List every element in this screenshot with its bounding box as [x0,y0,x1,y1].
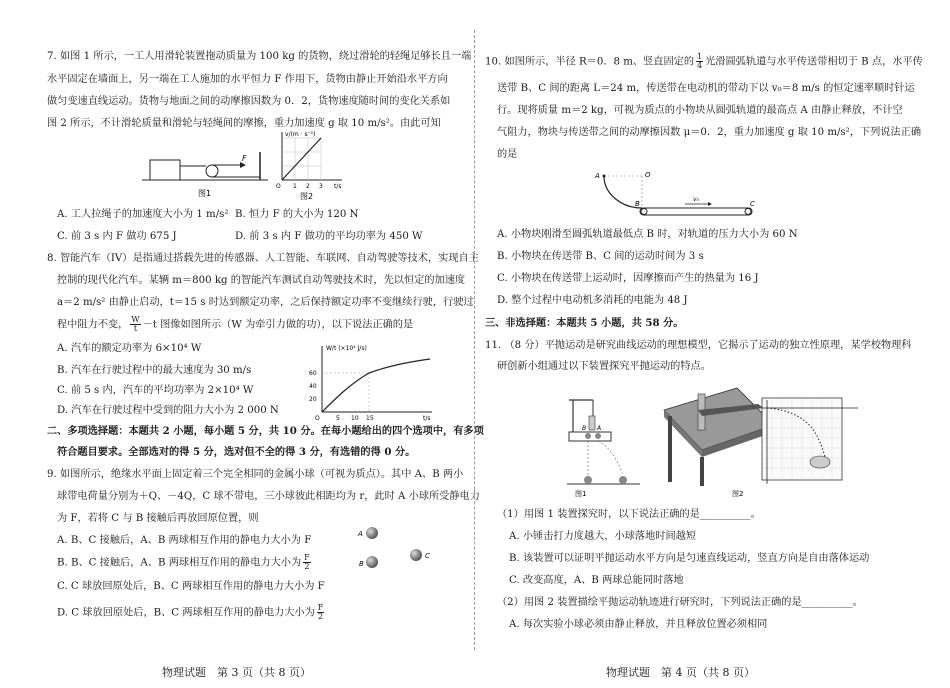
label-a: A [595,172,600,180]
ball-a [366,527,378,539]
q7-option-d: D. 前 3 s 内 F 做功的平均功率为 450 W [235,231,423,242]
q7-line-1: 7. 如图 1 所示，一工人用滑轮装置拖动质量为 100 kg 的货物，绕过滑轮的轻绳足够长且一端 [47,51,472,62]
force-f-label: F [242,154,247,163]
q11-sub2: （2）用图 2 装置描绘平抛运动轨迹进行研究时，下列说法正确的是__________。 [497,597,863,608]
frac-num: W [131,315,140,324]
q8-option-c: C. 前 5 s 内，汽车的平均功率为 2×10⁴ W [57,385,254,396]
q7-tick: 2 [306,183,310,190]
section-2-heading-1: 二、多项选择题：本题共 2 小题，每小题 5 分，共 10 分。在每小题给出的四个选项中，有多项 [47,425,484,437]
belt-roller-c [745,209,751,215]
q10-figure [590,168,760,220]
label-v0: v₀ [693,196,699,203]
q11-sub1-option-a: A. 小锤击打力度越大，小球落地时间越短 [509,531,697,542]
q9-option-c: C. C 球放回原处后，B、C 两球相互作用的静电力大小为 F [57,581,325,592]
q7-fig2-caption: 图2 [300,192,314,201]
q10-option-c: C. 小物块在传送带上运动时，因摩擦而产生的热量为 16 J [497,273,759,284]
ball-a-label: A [358,530,363,538]
q7-line-2: 水平固定在墙面上，另一端在工人施加的水平恒力 F 作用下，货物由静止开始沿水平方向 [47,74,448,85]
f-over-2-fraction [317,604,325,621]
q8-line-1: 8. 智能汽车（IV）是指通过搭载先进的传感器、人工智能、车联网、自动驾驶等技术，实现自主 [47,253,479,264]
q8-option-a: A. 汽车的额定功率为 6×10⁴ W [57,343,202,354]
q11-figure-2 [662,380,872,500]
ball-a-small [595,433,601,439]
q11-sub1-option-b: B. 该装置可以证明平抛运动水平方向是匀速直线运动，竖直方向是自由落体运动 [509,553,870,564]
point-a [603,175,606,178]
q8-tick-y: 40 [309,383,317,390]
q8-axis-x: t/s [423,415,431,422]
q9-option-a: A. B、C 接触后，A、B 两球相互作用的静电力大小为 F [57,535,312,546]
frac-num: F [317,603,324,612]
q9-option-d [57,604,326,621]
q9-line-3: 为 F，若将 C 与 B 接触后再放回原位置，则 [57,513,259,524]
q7-axis-y: v/(m · s⁻¹) [285,131,316,138]
belt-roller-b [641,209,647,215]
q7-line-4: 图 2 所示，不计滑轮质量和滑轮与轻绳间的摩擦，重力加速度 g 取 10 m/s²。由此可知 [47,118,441,129]
ball-a-landing [619,476,627,484]
frac-num: F [304,553,310,562]
one-quarter-fraction [696,53,703,70]
ball-c-label: C [425,552,430,560]
ball-b-small [585,433,591,439]
label-o: O [645,171,651,179]
conveyor-belt [640,208,752,215]
f-over-2-fraction [303,554,311,571]
q10-line-4: 气阻力，物块与传送带之间的动摩擦因数 μ＝0．2，重力加速度 g 取 10 m/s²，下列说法正确 [497,127,922,138]
section-2-heading-2: 符合题目要求。全部选对的得 5 分，选对但不全的得 3 分，有选错的得 0 分。 [57,446,416,458]
ball-b-landing [584,476,592,484]
q7-tick: 3 [319,183,323,190]
q10-option-d: D. 整个过程中电动机多消耗的电能为 48 J [497,295,688,306]
q11-line-1: 11. （8 分）平抛运动是研究曲线运动的理想模型，它揭示了运动的独立性原理，某学校物理科 [485,340,912,351]
q8-tick-x: 5 [336,415,340,422]
power-curve [322,359,430,412]
table-top [664,388,774,450]
page-3-footer: 物理试题 第 3 页（共 8 页） [162,666,311,679]
frac-den: 4 [697,61,703,70]
q11-sub1-option-c: C. 改变高度，A、B 两球总能同时落地 [509,575,684,586]
q8-line-4-post: －t 图像如图所示（W 为牵引力做的功），以下说法正确的是 [142,319,414,331]
q8-line-4 [57,316,413,333]
q11-fig1-caption: 图1 [575,490,587,498]
label-b: B [635,200,640,208]
q8-line-2: 控制的现代化汽车。某辆 m＝800 kg 的智能汽车测试自动驾驶技术时，先以恒定的加速度 [57,275,466,286]
q9-line-2: 球带电荷量分别为＋Q、－4Q，C 球不带电，三小球彼此相距均为 r，此时 A 小球所受静电力 [57,491,480,502]
fig1-label-a: A [597,425,602,432]
q8-tick-y: 20 [309,396,317,403]
v-t-line [282,138,321,180]
hand [810,456,830,468]
q7-figure-2 [272,128,352,203]
q8-line-4-pre: 程中阻力不变， [57,319,129,331]
q9-figure [355,522,435,572]
q8-option-b: B. 汽车在行驶过程中的最大速度为 30 m/s [57,365,252,376]
q7-origin: O [276,183,281,190]
frac-den: 2 [304,562,310,571]
q10-line-2: 送带 B、C 间的距离 L＝24 m，传送带在电动机的带动下以 v₀＝8 m/s 的恒定速率顺时针运 [497,83,915,94]
q8-origin: O [315,415,320,422]
w-over-t-fraction [130,316,140,333]
q8-tick-x: 10 [351,415,359,422]
ball-c [410,549,422,561]
q8-line-3: a＝2 m/s² 由静止启动，t＝15 s 时达到额定功率，之后保持额定功率不变继续行驶，行驶过 [57,297,474,308]
q8-option-d: D. 汽车在行驶过程中受到的阻力大小为 2 000 N [57,405,279,416]
frac-den: 2 [318,612,324,621]
q7-tick: 1 [293,183,297,190]
page-4 [475,0,950,688]
q8-tick-x: 15 [366,415,374,422]
q11-sub2-option-a: A. 每次实验小球必须由静止释放，并且释放位置必须相同 [509,619,768,630]
frac-num: 1 [697,52,703,61]
ball-b [366,556,378,568]
q10-line-1-post: 光滑圆弧轨道与水平传送带相切于 B 点，水平传 [705,56,923,68]
q9-option-b-text: B. B、C 接触后，A、B 两球相互作用的静电力大小为 [57,557,302,569]
q7-fig1-caption: 图1 [198,189,212,198]
q10-line-1-pre: 10. 如图所示，半径 R＝0．8 m、竖直固定的 [485,56,695,68]
q11-fig2-caption: 图2 [732,490,744,498]
q10-option-b: B. 小物块在传送带 B、C 间的运动时间为 3 s [497,251,704,262]
q10-option-a: A. 小物块刚滑至圆弧轨道最低点 B 时，对轨道的压力大小为 60 N [497,229,798,240]
q7-line-3: 做匀变速直线运动。货物与地面之间的动摩擦因数为 0．2，货物速度随时间的变化关系如 [47,96,451,107]
ball-b-label: B [359,560,364,568]
q7-option-c: C. 前 3 s 内 F 做功 675 J [57,231,177,242]
q11-figure-1 [565,392,645,500]
q8-graph [298,340,438,422]
q10-line-1 [485,53,923,70]
q9-line-1: 9. 如图所示，绝缘水平面上固定着三个完全相同的金属小球（可视为质点）。其中 A、B 两小 [47,469,464,480]
q10-line-3: 行。现将质量 m＝2 kg，可视为质点的小物块从圆弧轨道的最高点 A 由静止释放，不计空 [497,105,903,116]
q8-tick-y: 60 [309,370,317,377]
q7-option-a: A. 工人拉绳子的加速度大小为 1 m/s² [57,209,229,220]
fig1-label-b: B [582,425,587,432]
q11-sub1: （1）用图 1 装置探究时，以下说法正确的是__________。 [497,509,761,520]
q7-figure-1 [140,150,270,200]
frac-den: t [133,324,138,333]
q9-option-d-text: D. C 球放回原处后，B、C 两球相互作用的静电力大小为 [57,607,315,619]
q8-axis-y: W/t (×10⁴ J/s) [326,345,367,352]
q11-line-2: 研创新小组通过以下装置探究平抛运动的特点。 [497,361,711,372]
cargo-box [150,160,180,180]
q9-option-b [57,554,313,571]
label-c: C [750,200,755,208]
page-4-footer: 物理试题 第 4 页（共 8 页） [606,666,755,679]
pulley [206,165,218,177]
q10-line-5: 的是 [497,149,518,160]
q7-axis-x: t/s [334,183,342,190]
section-3-heading: 三、非选择题：本题共 5 小题，共 58 分。 [485,317,684,329]
q7-option-b: B. 恒力 F 的大小为 120 N [235,209,359,220]
